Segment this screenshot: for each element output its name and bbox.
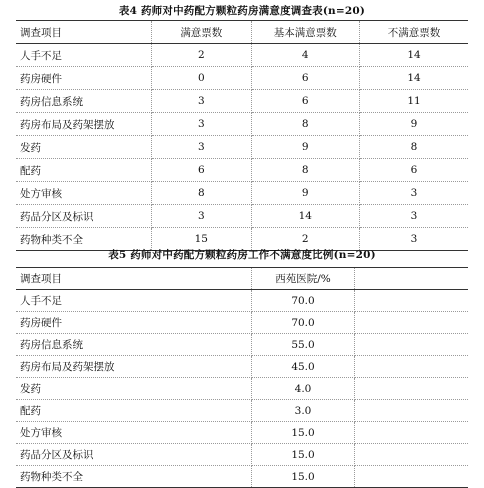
table5-header-empty xyxy=(355,268,468,290)
table4 xyxy=(16,20,468,251)
table4-value-cell: 15 xyxy=(152,228,251,251)
table4-header-basically-satisfied: 基本满意票数 xyxy=(251,21,359,44)
table4-row xyxy=(16,113,468,136)
table4-value-cell: 8 xyxy=(251,113,359,136)
table5-value-cell: 4.0 xyxy=(251,378,355,400)
table5-item-cell: 药房硬件 xyxy=(16,312,251,334)
table4-value-cell: 14 xyxy=(360,44,469,67)
table4-row xyxy=(16,182,468,205)
table4-header-item: 调查项目 xyxy=(16,21,152,44)
table5-row xyxy=(16,378,468,400)
table5-item-cell: 药房布局及药架摆放 xyxy=(16,356,251,378)
table5-item-cell: 药房信息系统 xyxy=(16,334,251,356)
table5-item-cell: 药品分区及标识 xyxy=(16,444,251,466)
table4-value-cell: 6 xyxy=(251,67,359,90)
table5-row xyxy=(16,400,468,422)
table4-value-cell: 2 xyxy=(251,228,359,251)
table5-value-cell xyxy=(355,422,468,444)
table5-row xyxy=(16,466,468,488)
table5-value-cell: 15.0 xyxy=(251,422,355,444)
table4-value-cell: 6 xyxy=(251,90,359,113)
table4-item-cell: 处方审核 xyxy=(16,182,152,205)
table5-row xyxy=(16,356,468,378)
table5-row xyxy=(16,444,468,466)
table5-header-item: 调查项目 xyxy=(16,268,251,290)
table4-item-cell: 药房硬件 xyxy=(16,67,152,90)
table5-value-cell: 45.0 xyxy=(251,356,355,378)
table4-value-cell: 3 xyxy=(152,90,251,113)
table4-value-cell: 14 xyxy=(251,205,359,228)
table5-header-row xyxy=(16,268,468,290)
table4-value-cell: 14 xyxy=(360,67,469,90)
table4-value-cell: 3 xyxy=(152,113,251,136)
table5-value-cell: 70.0 xyxy=(251,312,355,334)
table5-value-cell: 15.0 xyxy=(251,466,355,488)
table4-header-row xyxy=(16,21,468,44)
table5 xyxy=(16,267,468,488)
table5-value-cell: 55.0 xyxy=(251,334,355,356)
table5-item-cell: 处方审核 xyxy=(16,422,251,444)
table4-value-cell: 9 xyxy=(251,136,359,159)
table5-row xyxy=(16,422,468,444)
table5-value-cell xyxy=(355,400,468,422)
table4-row xyxy=(16,136,468,159)
table5-value-cell: 15.0 xyxy=(251,444,355,466)
table4-value-cell: 8 xyxy=(360,136,469,159)
table4-item-cell: 药物种类不全 xyxy=(16,228,152,251)
table4-value-cell: 4 xyxy=(251,44,359,67)
table4-item-cell: 药品分区及标识 xyxy=(16,205,152,228)
table4-header-unsatisfied: 不满意票数 xyxy=(360,21,469,44)
table5-header-xiyuan-hospital: 西苑医院/% xyxy=(251,268,355,290)
table4-row xyxy=(16,205,468,228)
table4-value-cell: 3 xyxy=(152,205,251,228)
table4-value-cell: 2 xyxy=(152,44,251,67)
table4-value-cell: 6 xyxy=(152,159,251,182)
table5-value-cell xyxy=(355,290,468,312)
table4-row xyxy=(16,44,468,67)
table5-item-cell: 药物种类不全 xyxy=(16,466,251,488)
table4-item-cell: 药房信息系统 xyxy=(16,90,152,113)
table4-caption: 表4 药师对中药配方颗粒药房满意度调查表(n=20) xyxy=(118,5,366,17)
table5-value-cell xyxy=(355,334,468,356)
table4-row xyxy=(16,90,468,113)
table5-row xyxy=(16,290,468,312)
table4-value-cell: 9 xyxy=(251,182,359,205)
table4-value-cell: 9 xyxy=(360,113,469,136)
table5-caption: 表5 药师对中药配方颗粒药房工作不满意度比例(n=20) xyxy=(108,249,376,261)
table4-header-satisfied: 满意票数 xyxy=(152,21,251,44)
table5-value-cell xyxy=(355,466,468,488)
table4-row xyxy=(16,159,468,182)
table4-value-cell: 8 xyxy=(251,159,359,182)
table5-item-cell: 配药 xyxy=(16,400,251,422)
table4-item-cell: 药房布局及药架摆放 xyxy=(16,113,152,136)
table4-value-cell: 3 xyxy=(360,205,469,228)
table5-value-cell xyxy=(355,356,468,378)
table5-value-cell: 3.0 xyxy=(251,400,355,422)
table4-value-cell: 6 xyxy=(360,159,469,182)
table4-value-cell: 3 xyxy=(152,136,251,159)
table4-item-cell: 配药 xyxy=(16,159,152,182)
table5-row xyxy=(16,312,468,334)
table4-value-cell: 0 xyxy=(152,67,251,90)
table5-item-cell: 人手不足 xyxy=(16,290,251,312)
table4-item-cell: 发药 xyxy=(16,136,152,159)
table5-value-cell: 70.0 xyxy=(251,290,355,312)
table5-item-cell: 发药 xyxy=(16,378,251,400)
table5-row xyxy=(16,334,468,356)
table5-value-cell xyxy=(355,378,468,400)
table4-value-cell: 3 xyxy=(360,182,469,205)
table5-value-cell xyxy=(355,312,468,334)
table4-value-cell: 8 xyxy=(152,182,251,205)
table4-value-cell: 11 xyxy=(360,90,469,113)
table5-value-cell xyxy=(355,444,468,466)
table4-row xyxy=(16,67,468,90)
table4-item-cell: 人手不足 xyxy=(16,44,152,67)
table4-value-cell: 3 xyxy=(360,228,469,251)
